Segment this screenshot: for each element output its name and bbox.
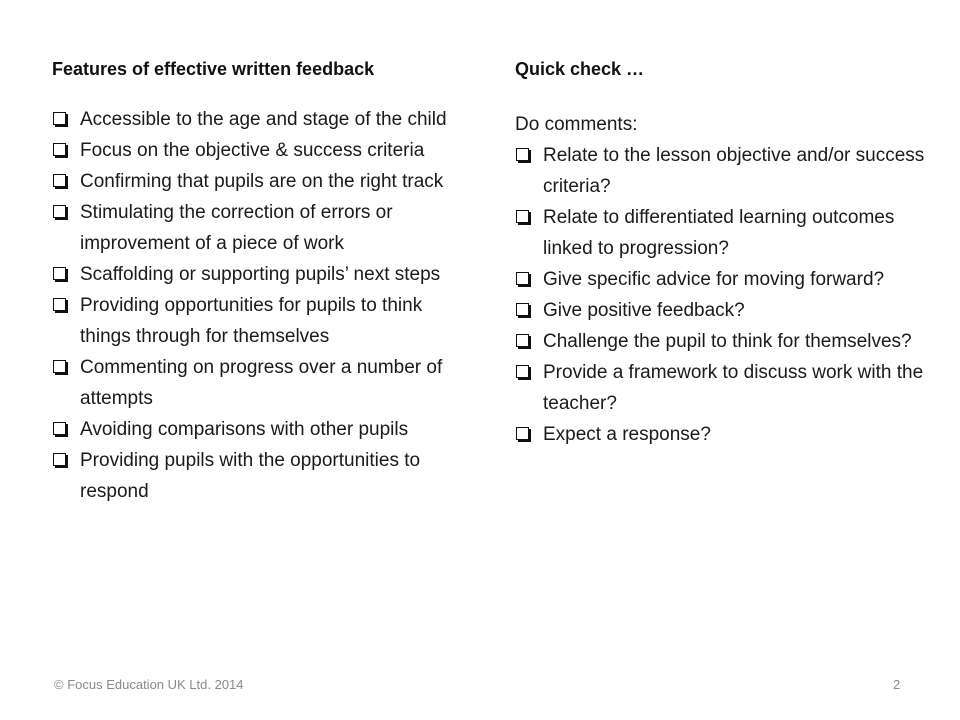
list-item: [515, 295, 925, 326]
list-item-text: Avoiding comparisons with other pupils: [80, 419, 409, 440]
list-item-text: Providing pupils with the opportunities to respond: [80, 450, 421, 502]
checkbox-icon: [53, 112, 66, 125]
checkbox-icon: [516, 210, 529, 223]
features-heading: Features of effective written feedback: [52, 59, 375, 79]
list-item: [52, 352, 462, 414]
checkbox-icon: [516, 272, 529, 285]
list-item-text: Relate to the lesson objective and/or success criteria?: [543, 145, 925, 197]
list-item: [515, 326, 925, 357]
list-item-text: Stimulating the correction of errors or improvement of a piece of work: [80, 202, 393, 254]
features-list: [52, 104, 462, 507]
checkbox-icon: [516, 365, 529, 378]
checkbox-icon: [516, 303, 529, 316]
list-item-text: Relate to differentiated learning outcomes linked to progression?: [543, 207, 895, 259]
list-item: [52, 166, 462, 197]
quick-check-intro: Do comments:: [515, 114, 638, 135]
list-item: [52, 197, 462, 259]
checkbox-icon: [53, 298, 66, 311]
list-item: [52, 104, 462, 135]
checkbox-icon: [516, 148, 529, 161]
list-item-text: Give specific advice for moving forward?: [543, 269, 885, 290]
list-item: [52, 135, 462, 166]
list-item-text: Commenting on progress over a number of attempts: [80, 357, 443, 409]
quick-check-list: [515, 140, 925, 450]
list-item-text: Providing opportunities for pupils to think things through for themselves: [80, 295, 423, 347]
checkbox-icon: [53, 422, 66, 435]
copyright-footer: © Focus Education UK Ltd. 2014: [54, 677, 244, 692]
checkbox-icon: [53, 143, 66, 156]
list-item-text: Provide a framework to discuss work with the teacher?: [543, 362, 924, 414]
list-item-text: Challenge the pupil to think for themselves?: [543, 331, 912, 352]
quick-check-column: [515, 56, 925, 450]
list-item: [515, 264, 925, 295]
list-item: [52, 445, 462, 507]
checkbox-icon: [53, 360, 66, 373]
checkbox-icon: [516, 334, 529, 347]
list-item-text: Confirming that pupils are on the right track: [80, 171, 444, 192]
checkbox-icon: [53, 453, 66, 466]
list-item-text: Expect a response?: [543, 424, 711, 445]
list-item-text: Accessible to the age and stage of the child: [80, 109, 447, 130]
list-item: [515, 202, 925, 264]
list-item-text: Give positive feedback?: [543, 300, 745, 321]
list-item-text: Focus on the objective & success criteria: [80, 140, 425, 161]
checkbox-icon: [53, 174, 66, 187]
list-item: [515, 419, 925, 450]
list-item: [52, 290, 462, 352]
list-item: [515, 140, 925, 202]
list-item: [52, 259, 462, 290]
quick-check-heading: Quick check …: [515, 59, 645, 79]
checkbox-icon: [516, 427, 529, 440]
list-item: [52, 414, 462, 445]
list-item-text: Scaffolding or supporting pupils’ next steps: [80, 264, 441, 285]
features-column: [52, 56, 462, 507]
list-item: [515, 357, 925, 419]
page-number: 2: [893, 677, 901, 692]
checkbox-icon: [53, 267, 66, 280]
checkbox-icon: [53, 205, 66, 218]
